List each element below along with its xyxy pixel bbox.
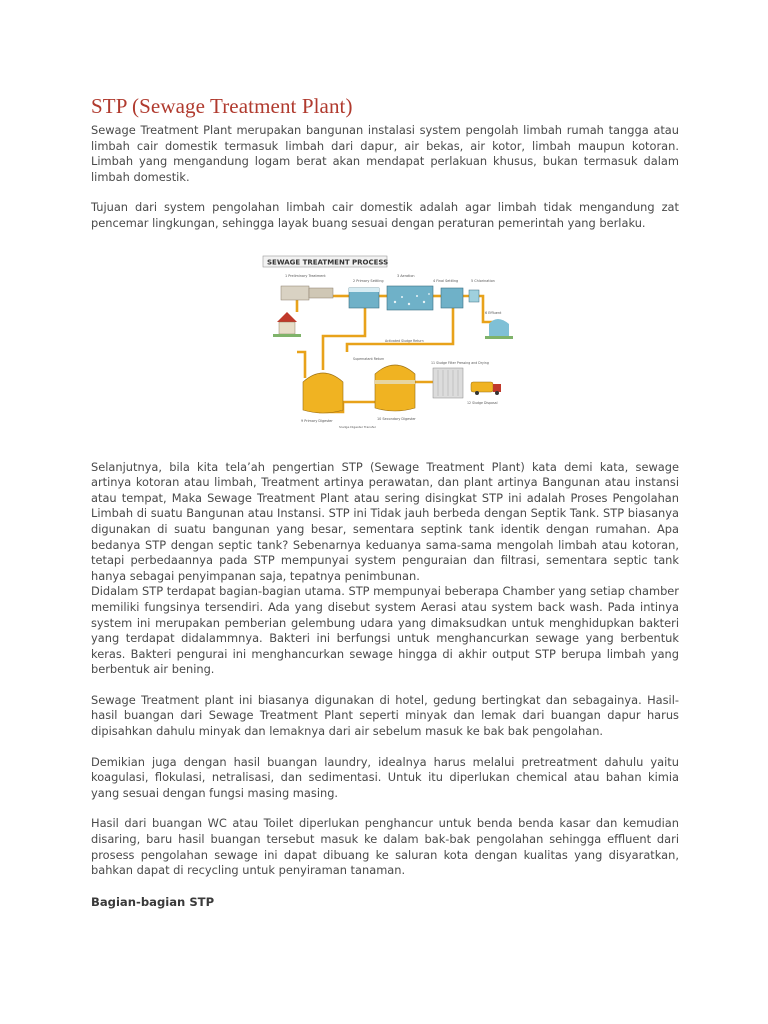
truck-cab xyxy=(493,384,501,392)
paragraph-gap xyxy=(91,801,679,816)
aeration-tank xyxy=(387,286,433,310)
document-content xyxy=(91,94,679,909)
label-aeration: 3 Aeration xyxy=(397,273,415,278)
secondary-digester-band xyxy=(375,380,415,384)
label-sludge-disposal: 12 Sludge Disposal xyxy=(467,400,498,405)
body-paragraph-1: Selanjutnya, bila kita tela’ah pengertian STP (Sewage Treatment Plant) kata demi kata, sewage artinya kotoran atau limbah, Treatment artinya perawatan, dan plant artinya Bangunan atau instansi atau tempat, Maka Sewage Treatment Plant atau sering disingkat STP ini adalah Proses Pengolahan Limbah di suatu Bangunan atau Instansi. STP ini Tidak jauh berbeda dengan Septik Tank. STP biasanya digunakan di suatu bangunan yang besar, sementara septink tank identik dengan rumahan. Apa bedanya STP dengan septic tank? Sebenarnya keduanya sama-sama mengolah limbah atau kotoran, tetapi perbedaannya pada STP mempunyai system penguraian dan filtrasi, sementara septic tank hanya sebagai penyimpanan saja, tepatnya penimbunan. xyxy=(91,459,679,583)
body-paragraph-5: Hasil dari buangan WC atau Toilet diperlukan penghancur untuk benda benda kasar dan kemudian disaring, baru hasil buangan tersebut masuk ke dalam bak-bak pengolahan sehingga effluent dari prosess pengolahan sewage ini dapat dibuang ke saluran kota dengan kualitas yang disyaratkan, bahkan dapat di recycling untuk penyiraman tanaman. xyxy=(91,816,679,878)
diagram-title: SEWAGE TREATMENT PROCESS xyxy=(267,258,389,267)
body-paragraph-3: Sewage Treatment plant ini biasanya digunakan di hotel, gedung bertingkat dan sebagainya. Hasil-hasil buangan dari Sewage Treatment Plant seperti minyak dan lemak dari buangan dapur harus dipisahkan dahulu minyak dan lemaknya dari air sebelum masuk ke bak bak pengolahan. xyxy=(91,692,679,739)
intro-paragraph-1: Sewage Treatment Plant merupakan bangunan instalasi system pengolah limbah rumah tangga atau limbah cair domestik termasuk limbah dari dapur, air bekas, air kotor, limbah maupun kotoran. Limbah yang mengandung logam berat akan mendapat perlakuan khusus, bukan termasuk dalam limbah domestik. xyxy=(91,123,679,184)
sewage-treatment-process-diagram xyxy=(257,252,513,432)
body-paragraph-2: Didalam STP terdapat bagian-bagian utama. STP mempunyai beberapa Chamber yang setiap chamber memiliki fungsinya tersendiri. Ada yang disebut system Aerasi atau system back wash. Pada intinya system ini merupakan pemberian gelembung udara yang dimaksudkan untuk menghidupkan bakteri yang terdapat didalammnya. Bakteri ini berfungsi untuk menghancurkan sewage yang berbentuk keras. Bakteri pengurai ini menghancurkan sewage hingga di akhir output STP berupa limbah yang berbentuk air bening. xyxy=(91,584,679,677)
label-preliminary: 1 Preliminary Treatment xyxy=(285,273,326,278)
intro-paragraph-2: Tujuan dari system pengolahan limbah cair domestik adalah agar limbah tidak mengandung zat pencemar lingkungan, sehingga layak buang sesuai dengan peraturan pemerintah yang berlaku. xyxy=(91,200,679,230)
label-final: 4 Final Settling xyxy=(433,278,459,283)
comminution-tank xyxy=(309,288,333,298)
preliminary-tank xyxy=(281,286,309,300)
house-roof xyxy=(277,312,297,322)
effluent-water xyxy=(489,319,509,338)
chlorination-tank xyxy=(469,290,479,302)
pipe-left-loop xyxy=(297,352,305,378)
primary-surface xyxy=(349,288,379,292)
secondary-digester xyxy=(375,365,415,411)
body-paragraph-4: Demikian juga dengan hasil buangan laundry, idealnya harus melalui pretreatment dahulu yaitu koagulasi, flokulasi, netralisasi, dan sedimentasi. Untuk itu diperlukan chemical atau bahan kimia yang sesuai dengan fungsi masing masing. xyxy=(91,754,679,800)
final-settling-tank xyxy=(441,288,463,308)
label-effluent: 6 Effluent xyxy=(485,310,502,315)
effluent-bank xyxy=(485,336,513,339)
label-sludge-return: Activated Sludge Return xyxy=(385,338,424,343)
label-supernatant: Supernatant Return xyxy=(353,356,385,361)
ground xyxy=(273,334,301,337)
paragraph-gap xyxy=(91,740,679,755)
section-heading: Bagian-bagian STP xyxy=(91,894,215,909)
paragraph-gap xyxy=(91,185,679,200)
pipe-sludge-return xyxy=(347,308,453,352)
label-digester-transfer: Sludge Digester Transfer xyxy=(339,424,376,429)
label-chlorination: 5 Chlorination xyxy=(471,278,495,283)
label-primary-digester: 9 Primary Digester xyxy=(301,418,333,423)
label-sludge-filter: 11 Sludge Filter Pressing and Drying xyxy=(431,360,489,365)
primary-digester xyxy=(303,373,343,413)
figure-wrapper xyxy=(91,252,679,432)
disposal-truck xyxy=(471,382,493,392)
label-primary: 2 Primary Settling xyxy=(353,278,384,283)
house-icon xyxy=(279,322,295,334)
paragraph-gap xyxy=(91,678,679,693)
document-title: STP (Sewage Treatment Plant) xyxy=(91,94,353,118)
label-secondary-digester: 10 Secondary Digester xyxy=(377,416,416,421)
